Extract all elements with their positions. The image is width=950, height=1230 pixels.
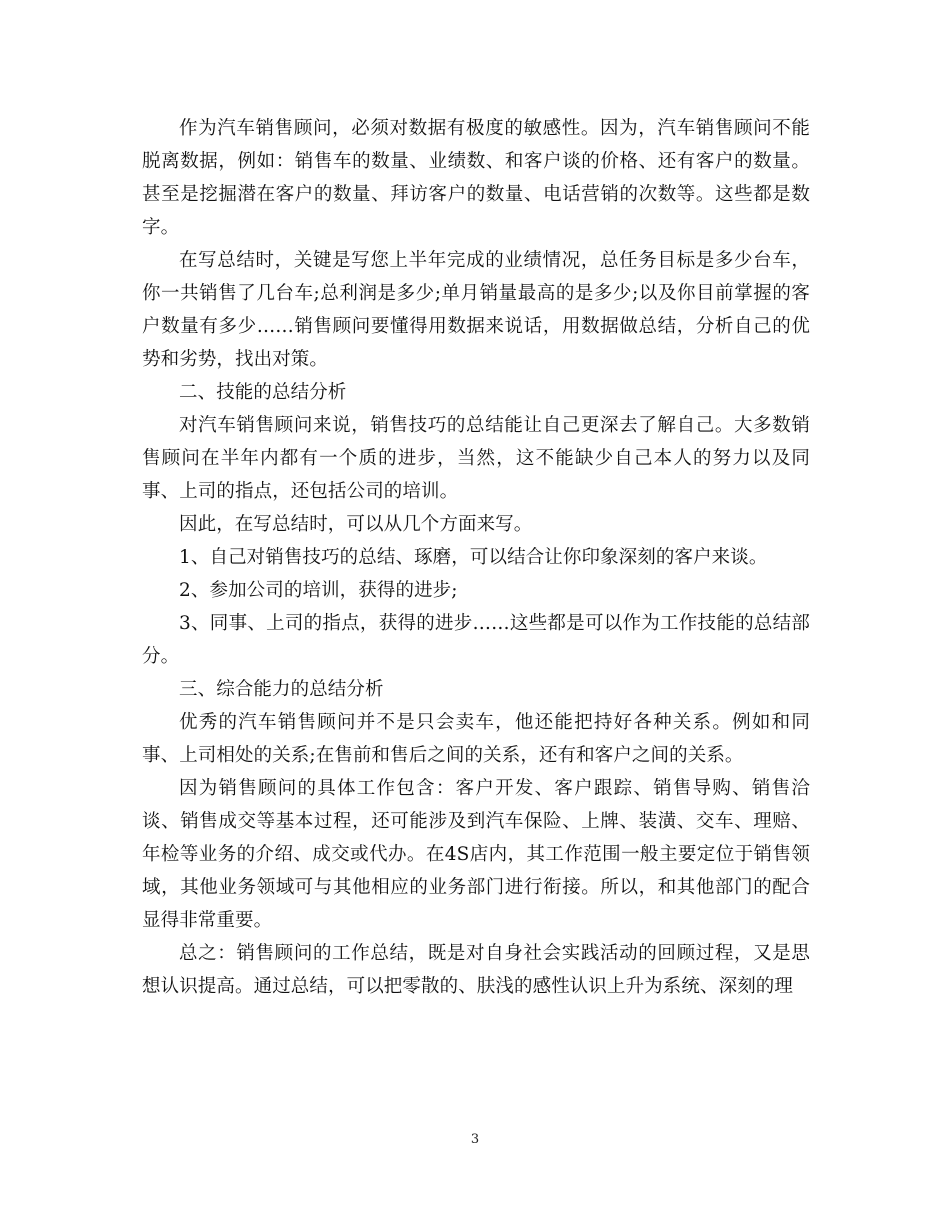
section-heading-skills: 二、技能的总结分析 <box>179 382 347 403</box>
paragraph-conclusion: 总之：销售顾问的工作总结，既是对自身社会实践活动的回顾过程，又是思想认识提高。通过总结，可以把零散的、肤浅的感性认识上升为系统、深刻的理 <box>142 943 810 997</box>
paragraph-job-scope: 因为销售顾问的具体工作包含：客户开发、客户跟踪、销售导购、销售洽谈、销售成交等基本过程，还可能涉及到汽车保险、上牌、装潢、交车、理赔、年检等业务的介绍、成交或代办。在4S店内，其工作范围一般主要定位于销售领域，其他业务领域可与其他相应的业务部门进行衔接。所以，和其他部门的配合显得非常重要。 <box>142 778 810 931</box>
paragraph-aspects: 因此，在写总结时，可以从几个方面来写。 <box>179 514 533 535</box>
document-body <box>142 112 810 1003</box>
paragraph-summary-writing: 在写总结时，关键是写您上半年完成的业绩情况，总任务目标是多少台车，你一共销售了几台车;总利润是多少;单月销量最高的是多少;以及你目前掌握的客户数量有多少……销售顾问要懂得用数据来说话，用数据做总结，分析自己的优势和劣势，找出对策。 <box>142 250 810 370</box>
list-item-2: 2、参加公司的培训，获得的进步; <box>179 580 458 601</box>
page-number: 3 <box>470 1132 480 1147</box>
paragraph-skills-intro: 对汽车销售顾问来说，销售技巧的总结能让自己更深去了解自己。大多数销售顾问在半年内都有一个质的进步，当然，这不能缺少自己本人的努力以及同事、上司的指点，还包括公司的培训。 <box>142 415 810 502</box>
section-heading-comprehensive: 三、综合能力的总结分析 <box>179 679 384 700</box>
paragraph-data-sensitivity: 作为汽车销售顾问，必须对数据有极度的敏感性。因为，汽车销售顾问不能脱离数据，例如：销售车的数量、业绩数、和客户谈的价格、还有客户的数量。甚至是挖掘潜在客户的数量、拜访客户的数量、电话营销的次数等。这些都是数字。 <box>142 118 810 238</box>
list-item-3: 3、同事、上司的指点，获得的进步……这些都是可以作为工作技能的总结部分。 <box>142 613 810 667</box>
list-item-1: 1、自己对销售技巧的总结、琢磨，可以结合让你印象深刻的客户来谈。 <box>179 547 768 568</box>
paragraph-relationships: 优秀的汽车销售顾问并不是只会卖车，他还能把持好各种关系。例如和同事、上司相处的关系;在售前和售后之间的关系，还有和客户之间的关系。 <box>142 712 810 766</box>
